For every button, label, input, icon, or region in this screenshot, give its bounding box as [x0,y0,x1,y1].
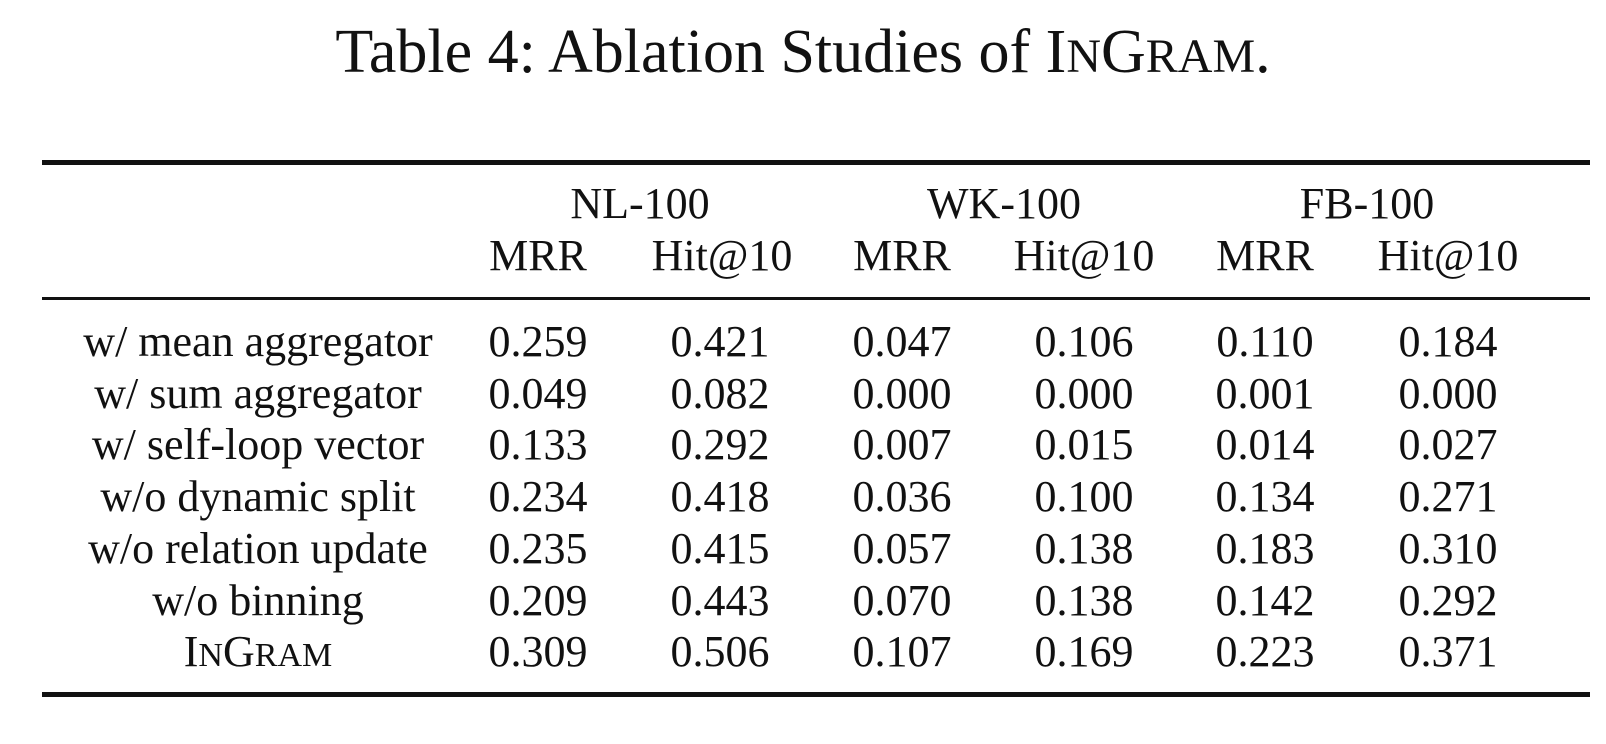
caption-suffix: . [1255,18,1271,86]
table-cell: 0.138 [1034,523,1134,573]
row-label: w/ mean aggregator [83,317,433,366]
table-cell: 0.292 [670,420,770,470]
table-cell: 0.418 [670,472,770,522]
metric-header: Hit@10 [1377,231,1519,280]
table-cell: 0.000 [1034,368,1134,418]
caption-prefix: Table 4: Ablation Studies of [335,18,1046,86]
table-cell: 0.015 [1034,420,1134,470]
caption-model-part-1: I [1045,18,1067,86]
table-cell: 0.070 [852,575,952,625]
table-top-rule [42,160,1590,165]
caption-model-part-2: N [1066,30,1101,83]
row-label-part: G [222,627,255,677]
table-cell: 0.027 [1398,420,1498,470]
table-cell: 0.223 [1215,627,1315,677]
metric-header: Hit@10 [1013,231,1155,280]
table-cell: 0.047 [852,317,952,366]
row-label: w/ sum aggregator [94,368,422,418]
row-label: w/o binning [152,575,364,625]
table-cell: 0.309 [488,627,588,677]
table-cell: 0.506 [670,627,770,677]
row-label-part: RAM [254,637,333,675]
table-caption [0,12,1606,97]
table-cell: 0.107 [852,627,952,677]
table-cell: 0.100 [1034,472,1134,522]
table-cell: 0.133 [488,420,588,470]
table-cell: 0.415 [670,523,770,573]
row-label: w/o dynamic split [100,472,416,522]
table-cell: 0.007 [852,420,952,470]
metric-header: MRR [1216,231,1314,280]
table-cell: 0.421 [670,317,770,366]
row-label: w/ self-loop vector [91,420,425,470]
table-cell: 0.209 [488,575,588,625]
table-cell: 0.049 [488,368,588,418]
row-label [58,626,458,678]
table-cell: 0.110 [1216,317,1314,366]
table-cell: 0.183 [1215,523,1315,573]
metric-header: MRR [489,231,587,280]
table-cell: 0.036 [852,472,952,522]
table-cell: 0.271 [1398,472,1498,522]
table-cell: 0.184 [1398,317,1498,366]
table-cell: 0.169 [1034,627,1134,677]
table-cell: 0.292 [1398,575,1498,625]
table-cell: 0.138 [1034,575,1134,625]
caption-model-part-4: RAM [1145,30,1256,83]
metric-header: Hit@10 [651,231,793,280]
table-cell: 0.001 [1215,368,1315,418]
group-header-fb-100: FB-100 [1299,179,1435,228]
metric-header: MRR [853,231,951,280]
table-bottom-rule [42,692,1590,697]
table-cell: 0.082 [670,368,770,418]
row-label-part: I [183,627,199,677]
table-cell: 0.259 [488,317,588,366]
row-label-part: N [198,637,223,675]
table-header-rule [42,297,1590,300]
table-cell: 0.000 [1398,368,1498,418]
table-cell: 0.134 [1215,472,1315,522]
group-header-nl-100: NL-100 [570,179,710,228]
table-cell: 0.234 [488,472,588,522]
caption-model-part-3: G [1101,18,1146,86]
table-cell: 0.142 [1215,575,1315,625]
table-cell: 0.000 [852,368,952,418]
table-cell: 0.057 [852,523,952,573]
table-cell: 0.371 [1398,627,1498,677]
row-label: w/o relation update [88,523,428,573]
table-cell: 0.014 [1215,420,1315,470]
table-cell: 0.443 [670,575,770,625]
table-cell: 0.235 [488,523,588,573]
table-cell: 0.310 [1398,523,1498,573]
table-cell: 0.106 [1034,317,1134,366]
group-header-wk-100: WK-100 [927,179,1081,228]
